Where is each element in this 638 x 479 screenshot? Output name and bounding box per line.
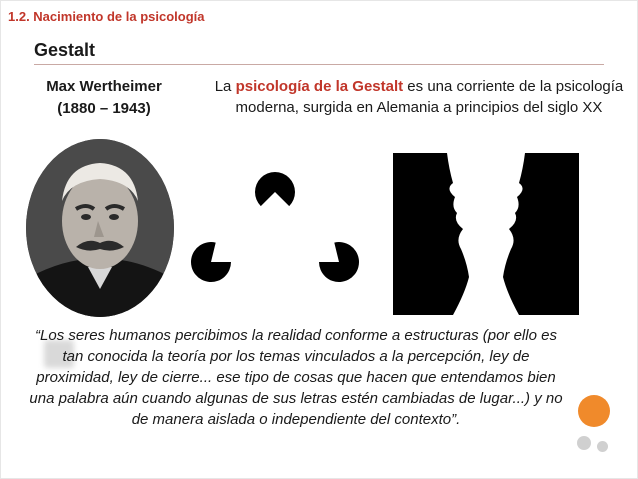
intro-suffix: es una corriente de la psicología moderna, surgida en Alemania a principios del siglo XX: [235, 78, 624, 116]
intro-highlight: psicología de la Gestalt: [235, 78, 404, 95]
portrait-face: [62, 173, 138, 269]
wertheimer-portrait: [26, 139, 174, 317]
pacman-left: [191, 242, 231, 282]
title-divider: [34, 64, 604, 65]
decor-circle-grey-2: [597, 441, 608, 452]
portrait-eye-left: [81, 214, 91, 220]
kanizsa-triangle-figure: [176, 166, 374, 296]
slide-title: Gestalt: [34, 40, 96, 60]
intro-text: [214, 76, 624, 118]
intro-prefix: La: [214, 78, 236, 95]
decor-circle-orange: [578, 395, 610, 427]
person-name: Max Wertheimer: [46, 78, 162, 95]
person-years: (1880 – 1943): [57, 100, 151, 117]
decor-circle-grey-1: [577, 436, 591, 450]
quote-text: “Los seres humanos percibimos la realidad conforme a estructuras (por ello es tan conocida la teoría por los temas vinculados a la percepción, ley de proximidad, ley de cierre... ese tipo de cosas que hacen que entendamos bien una palabra aún cuando algunas de sus letras estén cambiadas de lugar...) y no de manera aislada o independiente del contexto”.: [29, 327, 563, 428]
pacman-top: [255, 172, 295, 206]
portrait-eye-right: [109, 214, 119, 220]
pacman-right: [319, 242, 359, 282]
person-caption: [36, 76, 172, 120]
rubin-vase-figure: [393, 153, 579, 315]
portrait-drawing: [26, 139, 174, 317]
section-title: 1.2. Nacimiento de la psicología: [8, 9, 205, 24]
